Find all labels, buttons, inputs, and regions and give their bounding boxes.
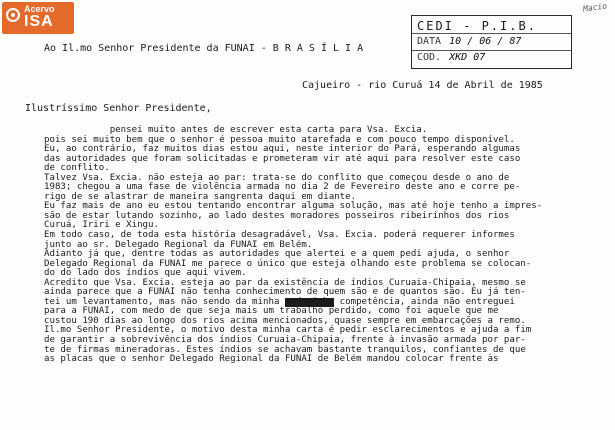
stamp-divider [412,33,571,34]
body-line-text: tei um levantamento, mas não sendo da minha [44,296,285,307]
body-line: Acredito que Vsa. Excia. esteja ao par da existência de índios Curuaia-Chipaia, mesmo se [44,277,526,288]
logo-isa-text: ISA [24,13,54,30]
letter-greeting: Ilustríssimo Senhor Presidente, [25,103,212,114]
acervo-isa-logo [2,2,74,34]
archive-stamp [411,15,572,69]
body-line: das autoridades que foram solicitadas e prometeram vir até aqui para resolver este caso [44,153,521,164]
body-line: Adianto já que, dentre todas as autoridades que alertei e a quem pedi ajuda, o senhor [44,249,510,260]
stamp-cod-value: XKD 07 [449,52,486,63]
body-line: de garantir a sobrevivência dos índios Curuaia-Chipaia, frente à invasão armada por par- [44,335,526,346]
body-line: te de firmas mineradoras. Estes índios se achavam bastante tranquilos, confiantes de que [44,344,526,355]
struck-out-word: mudominha [284,296,335,307]
body-line: de conflito. [44,163,110,174]
letter-addressee: Ao Il.mo Senhor Presidente da FUNAI - B R A S Í L I A [44,43,364,54]
body-line: pois sei muito bem que o senhor é pessoa muito atarefada e com pouco tempo disponível. [44,134,515,145]
body-line: Eu faz mais de ano eu estou tentando encontrar alguma solução, mas até hoje tenho a impres- [44,201,543,212]
body-line: custou 190 dias ao longo dos rios acima mencionados, quase sempre em embarcações a remo. [44,315,526,326]
body-line: Talvez Vsa. Excia. não esteja ao par: trata-se do conflito que começou desde o ano de [44,172,510,183]
stamp-cod-label: COD. [417,52,442,63]
body-line: pensei muito antes de escrever esta carta para Vsa. Excia. [44,125,428,135]
body-line-text: competência, ainda não entreguei [334,296,515,307]
body-line: para a FUNAI, com medo de que seja mais um trabalho perdido, como foi aquele que me [44,306,499,317]
body-line: Eu, ao contrário, faz muitos dias estou aqui, neste interior do Pará, esperando algumas [44,144,521,155]
stamp-date-label: DATA [417,36,442,47]
stamp-title: CEDI - P.I.B. [417,19,537,33]
isa-logo-icon [6,8,20,22]
body-line: Delegado Regional da FUNAI me parece o único que esteja olhando este problema se colocan- [44,258,532,269]
stamp-cod-row [417,52,485,63]
logo-acervo-text: Acervo [24,4,55,14]
body-line: Em todo caso, de toda esta história desagradável, Vsa. Excia. poderá requerer informes [44,230,515,241]
body-line: 1983; chegou a uma fase de violência armada no dia 2 de Fevereiro deste ano e corre pe- [44,182,521,193]
stamp-date-value: 10 / 06 / 87 [449,36,522,47]
body-line: as placas que o senhor Delegado Regional da FUNAI de Belém mandou colocar frente às [44,354,499,365]
body-line: Il.mo Senhor Presidente, o motivo desta minha carta é pedir esclarecimentos e ajuda a fim [44,325,532,336]
stamp-divider [412,50,571,51]
body-line: Curuá, Iriri e Xingu. [44,220,159,231]
body-line: são de estar lutando sozinho, ao lado destes moradores posseiros ribeirinhos dos rios [44,210,510,221]
handwritten-margin-note: Macio [582,1,608,14]
letter-body [44,126,564,365]
body-line: rigo de se alastrar de maneira sangrenta daqui em diante. [44,191,357,202]
letter-dateline: Cajueiro - rio Curuá 14 de Abril de 1985 [302,80,543,91]
stamp-date-row [417,36,521,47]
body-line: do do lado dos índios que aqui vivem. [44,268,247,279]
body-line: ainda parece que a FUNAI não tenha conhecimento de quem são e de quantos são. Eu já ten- [44,287,526,298]
body-line: junto ao sr. Delegado Regional da FUNAI em Belém. [44,239,313,250]
